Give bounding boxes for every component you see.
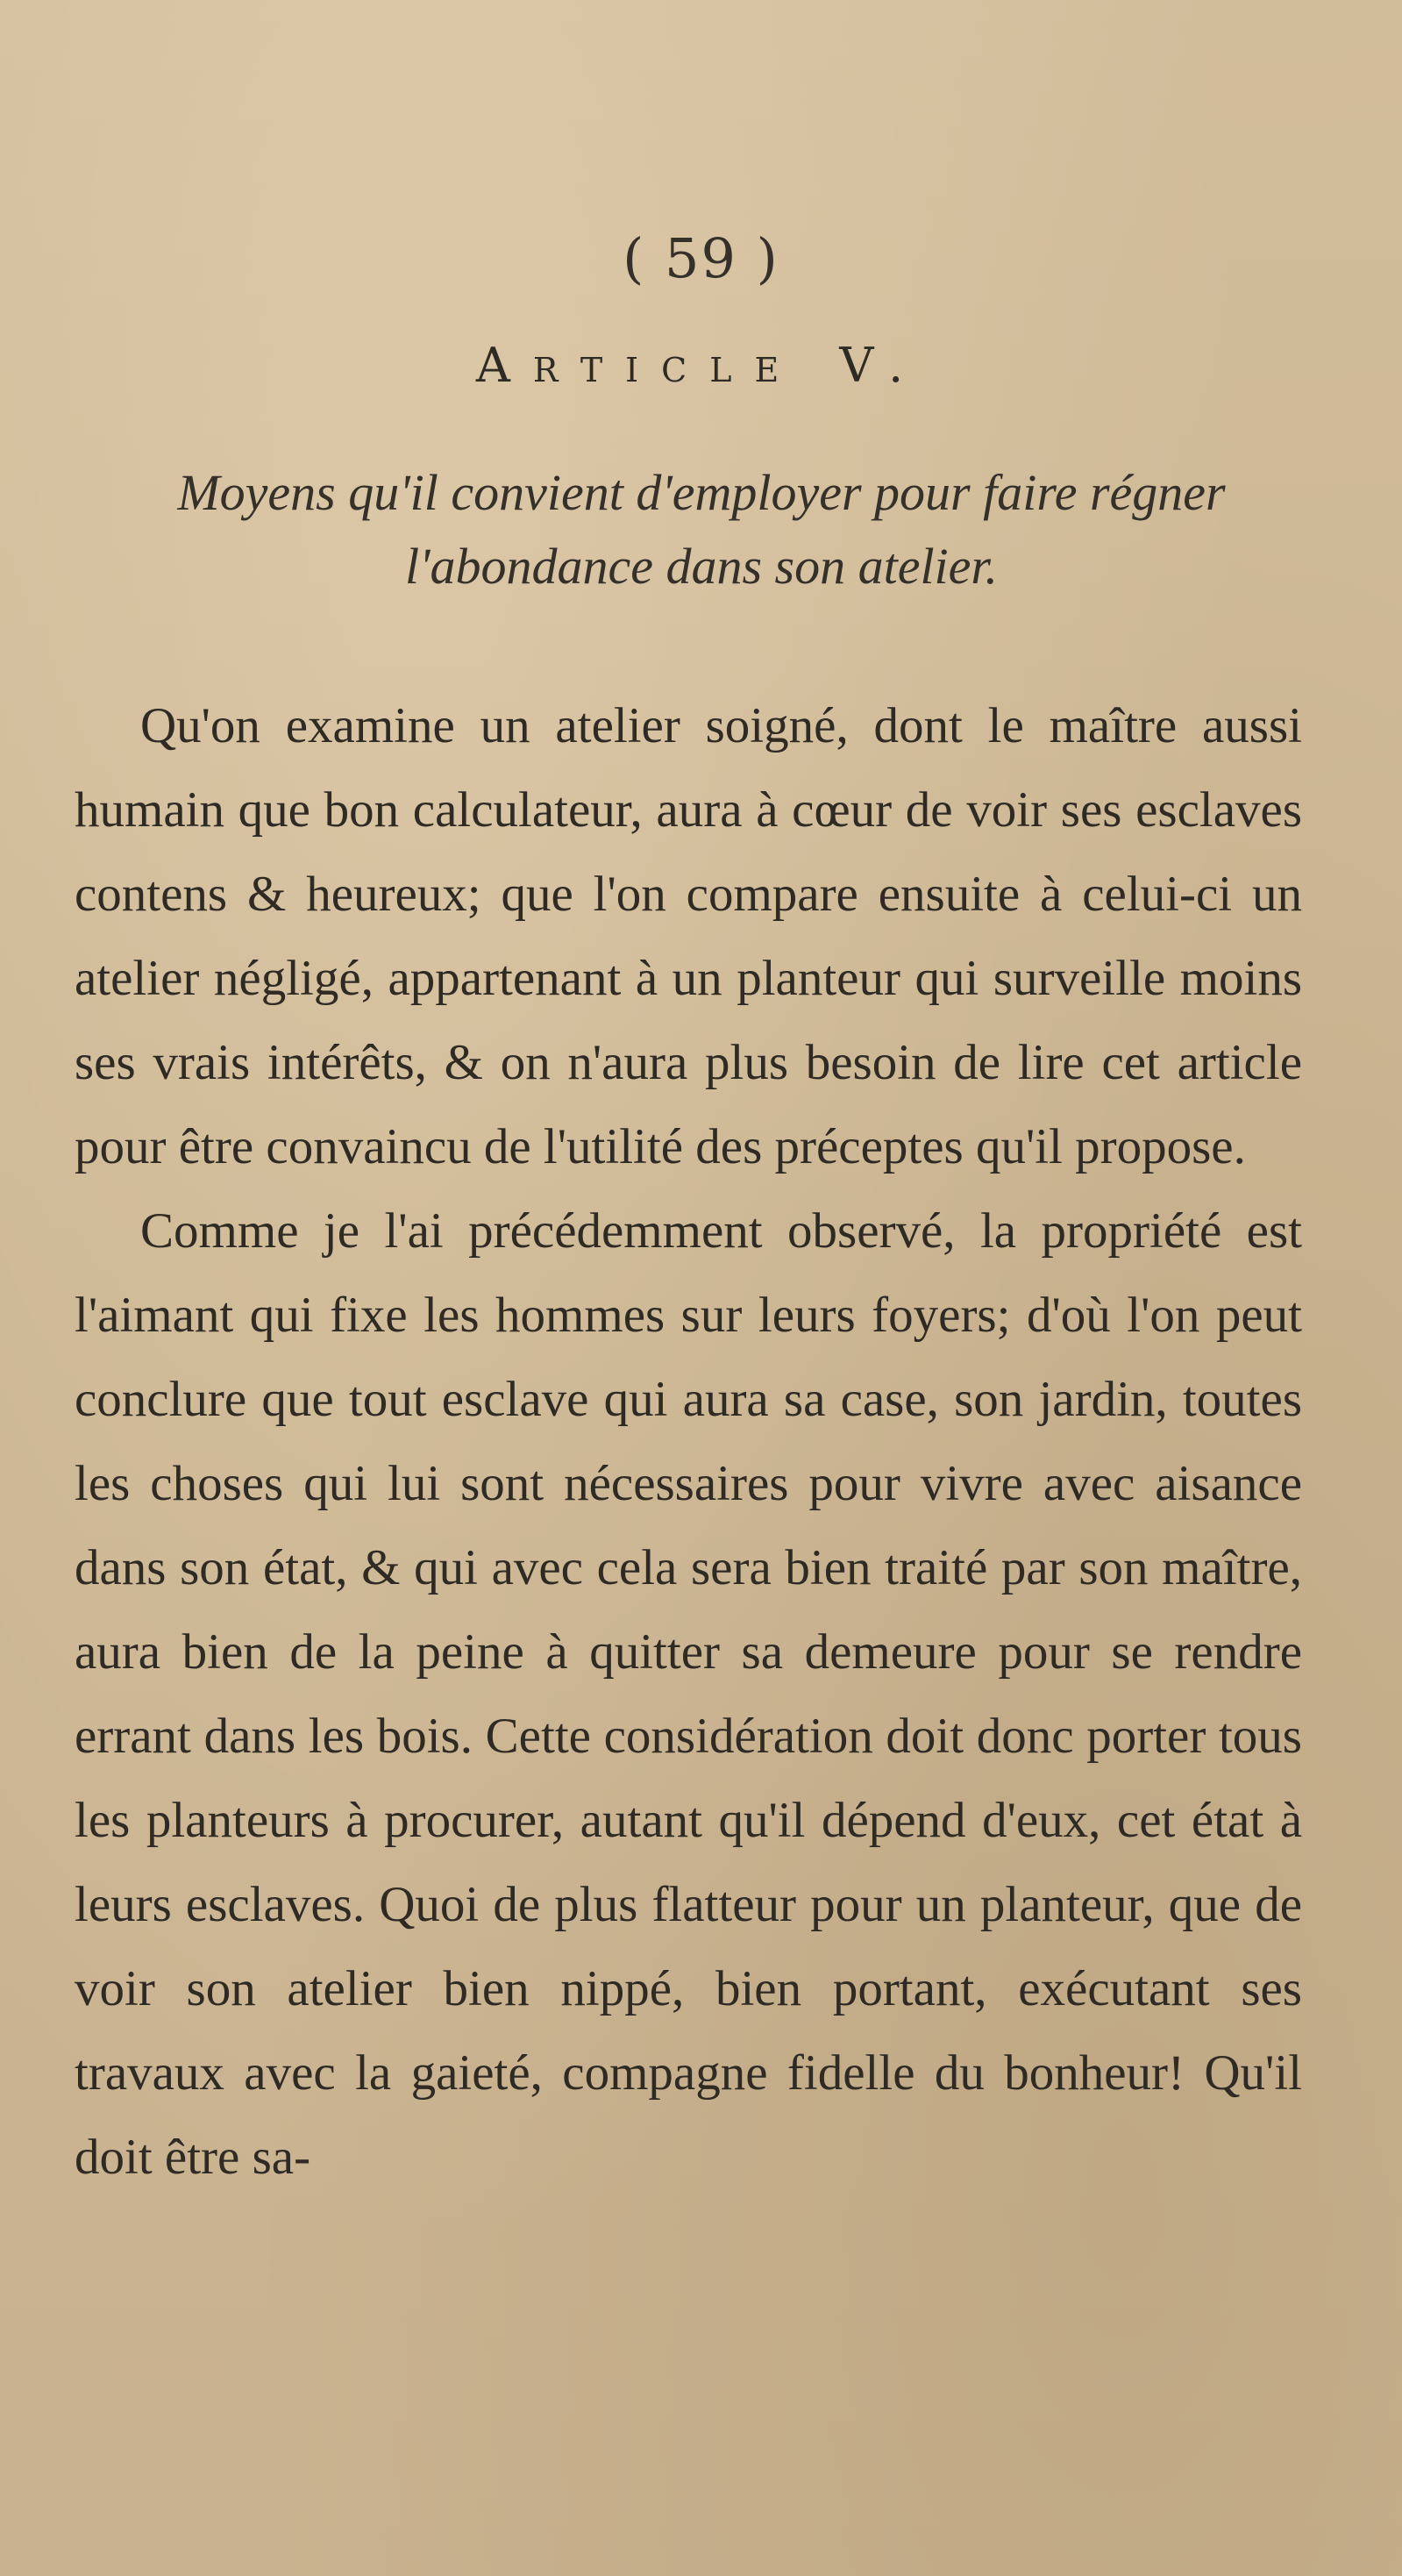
paragraph-1: Qu'on examine un atelier soigné, dont le maître aussi humain que bon calculateur, aura à cœur de voir ses esclaves contens & heureux; que l'on compare ensuite à celui-ci un atelier négligé, appartenant à un planteur qui surveille moins ses vrais intérêts, & on n'aura plus besoin de lire cet article pour être convaincu de l'utilité des préceptes qu'il propose. <box>75 698 1302 1174</box>
body-text <box>75 684 1302 2200</box>
article-heading: Article V. <box>475 338 927 393</box>
page-number: ( 59 ) <box>623 226 779 290</box>
paragraph-2: Comme je l'ai précédemment observé, la propriété est l'aimant qui fixe les hommes sur leurs foyers; d'où l'on peut conclure que tout esclave qui aura sa case, son jardin, toutes les choses qui lui sont nécessaires pour vivre avec aisance dans son état, & qui avec cela sera bien traité par son maître, aura bien de la peine à quitter sa demeure pour se rendre errant dans les bois. Cette considération doit donc porter tous les planteurs à procurer, autant qu'il dépend d'eux, cet état à leurs esclaves. Quoi de plus flatteur pour un planteur, que de voir son atelier bien nippé, bien portant, exécutant ses travaux avec la gaieté, compagne fidelle du bonheur! Qu'il doit être sa- <box>75 1203 1302 2185</box>
article-subtitle: Moyens qu'il convient d'employer pour faire régner l'abondance dans son atelier. <box>177 464 1226 595</box>
